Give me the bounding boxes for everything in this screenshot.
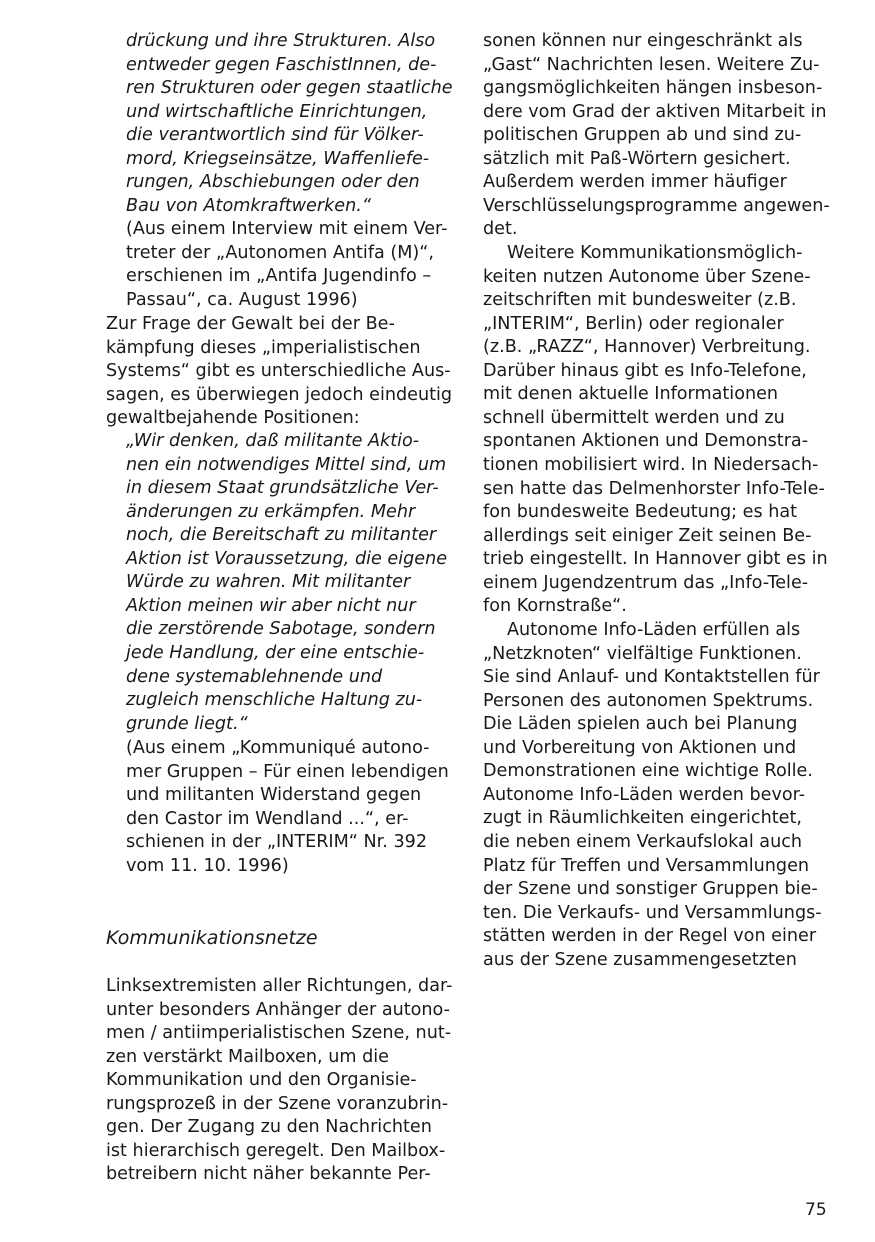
paragraph-line: gewaltbejahende Positionen:: [106, 408, 360, 429]
source-line: (Aus einem Interview mit einem Ver-: [126, 219, 448, 239]
paragraph-line: sätzlich mit Paß-Wörtern gesichert.: [483, 148, 791, 169]
paragraph-line: Systems“ gibt es unterschiedliche Aus-: [106, 361, 451, 382]
paragraph-line: betreibern nicht näher bekannte Per-: [106, 1164, 431, 1185]
quote-line: Würde zu wahren. Mit militanter: [126, 572, 411, 593]
quote-line: nen ein notwendiges Mittel sind, um: [126, 454, 447, 475]
paragraph-line: Personen des autonomen Spektrums.: [483, 690, 814, 711]
source-line: (Aus einem „Kommuniqué autono-: [126, 738, 430, 758]
paragraph-line: und Vorbereitung von Aktionen und: [483, 737, 797, 758]
paragraph-line: Sie sind Anlauf- und Kontaktstellen für: [483, 667, 820, 688]
paragraph-line: zeitschriften mit bundesweiter (z.B.: [483, 290, 797, 311]
paragraph-line: Demonstrationen eine wichtige Rolle.: [483, 761, 813, 782]
paragraph-line: die neben einem Verkaufslokal auch: [483, 831, 803, 852]
source-line: vom 11. 10. 1996): [126, 855, 289, 876]
paragraph-line: dere vom Grad der aktiven Mitarbeit in: [483, 101, 827, 122]
paragraph-line: Darüber hinaus gibt es Info-Telefone,: [483, 360, 807, 381]
quote-line: jede Handlung, der eine entschie-: [126, 642, 425, 663]
paragraph-line: Kommunikation und den Organisie-: [106, 1070, 417, 1091]
paragraph-line: politischen Gruppen ab und sind zu-: [483, 125, 802, 146]
paragraph-line: ist hierarchisch geregelt. Den Mailbox-: [106, 1140, 446, 1161]
paragraph-line: det.: [483, 219, 518, 240]
section-heading: Kommunikationsnetze: [106, 927, 318, 949]
source-line: schienen in der „INTERIM“ Nr. 392: [126, 832, 428, 853]
paragraph-line: Verschlüsselungsprogramme angewen-: [483, 195, 830, 216]
paragraph-line: zen verstärkt Mailboxen, um die: [106, 1046, 389, 1067]
source-line: Passau“, ca. August 1996): [126, 289, 358, 310]
quote-line: grunde liegt.“: [126, 713, 248, 734]
paragraph-line: Die Läden spielen auch bei Planung: [483, 714, 798, 735]
source-line: treter der „Autonomen Antifa (M)“,: [126, 242, 435, 263]
quote-line: die zerstörende Sabotage, sondern: [126, 619, 436, 640]
paragraph-line: sen hatte das Delmenhorster Info-Tele-: [483, 478, 825, 499]
source-line: und militanten Widerstand gegen: [126, 785, 422, 806]
paragraph-line: trieb eingestellt. In Hannover gibt es in: [483, 549, 828, 570]
paragraph-line: „Netzknoten“ vielfältige Funktionen.: [483, 643, 802, 664]
quote-line: mord, Kriegseinsätze, Waffenliefe-: [126, 148, 430, 169]
paragraph-line: (z.B. „RAZZ“, Hannover) Verbreitung.: [483, 337, 811, 358]
paragraph-line: spontanen Aktionen und Demonstra-: [483, 431, 809, 452]
source-line: den Castor im Wendland ...“, er-: [126, 808, 409, 829]
paragraph-line: rungsprozeß in der Szene voranzubrin-: [106, 1093, 449, 1114]
paragraph-line: Autonome Info-Läden werden bevor-: [483, 784, 806, 805]
paragraph-line: Weitere Kommunikationsmöglich-: [507, 243, 803, 263]
paragraph-line: gen. Der Zugang zu den Nachrichten: [106, 1117, 432, 1138]
paragraph-line: kämpfung dieses „imperialistischen: [106, 337, 421, 358]
quote-line: änderungen zu erkämpfen. Mehr: [126, 501, 416, 522]
quote-line: Aktion meinen wir aber nicht nur: [126, 595, 416, 616]
paragraph-line: der Szene und sonstiger Gruppen bie-: [483, 879, 818, 900]
quote-line: und wirtschaftliche Einrichtungen,: [126, 101, 428, 122]
paragraph-line: „INTERIM“, Berlin) oder regionaler: [483, 313, 784, 334]
paragraph-line: tionen mobilisiert wird. In Niedersach-: [483, 454, 819, 475]
quote-line: zugleich menschliche Haltung zu-: [126, 690, 423, 711]
paragraph-line: keiten nutzen Autonome über Szene-: [483, 266, 811, 287]
quote-line: in diesem Staat grundsätzliche Ver-: [126, 478, 439, 499]
paragraph-line: mit denen aktuelle Informationen: [483, 384, 779, 405]
quote-line: entweder gegen FaschistInnen, de-: [126, 54, 437, 75]
paragraph-line: zugt in Räumlichkeiten eingerichtet,: [483, 808, 802, 829]
paragraph-line: ten. Die Verkaufs- und Versammlungs-: [483, 902, 822, 923]
quote-line: ren Strukturen oder gegen staatliche: [126, 78, 453, 99]
quote-line: Bau von Atomkraftwerken.“: [126, 195, 371, 216]
paragraph-line: aus der Szene zusammengesetzten: [483, 949, 797, 970]
paragraph-line: gangsmöglichkeiten hängen insbeson-: [483, 78, 823, 99]
quote-line: dene systemablehnende und: [126, 666, 383, 687]
paragraph-line: schnell übermittelt werden und zu: [483, 407, 785, 428]
paragraph-line: men / antiimperialistischen Szene, nut-: [106, 1023, 452, 1044]
paragraph-line: Linksextremisten aller Richtungen, dar-: [106, 976, 453, 996]
paragraph-line: unter besonders Anhänger der autono-: [106, 999, 450, 1020]
quote-line: rungen, Abschiebungen oder den: [126, 172, 420, 193]
source-line: mer Gruppen – Für einen lebendigen: [126, 761, 449, 782]
quote-line: „Wir denken, daß militante Aktio-: [126, 431, 420, 451]
paragraph-line: Zur Frage der Gewalt bei der Be-: [106, 314, 395, 334]
paragraph-line: fon bundesweite Bedeutung; es hat: [483, 502, 798, 523]
source-line: erschienen im „Antifa Jugendinfo –: [126, 266, 432, 287]
paragraph-line: Platz für Treffen und Versammlungen: [483, 855, 810, 876]
paragraph-line: sagen, es überwiegen jedoch eindeutig: [106, 384, 453, 405]
quote-line: drückung und ihre Strukturen. Also: [126, 31, 436, 51]
paragraph-line: Autonome Info-Läden erfüllen als: [507, 620, 801, 640]
paragraph-line: einem Jugendzentrum das „Info-Tele-: [483, 572, 809, 593]
quote-line: Aktion ist Voraussetzung, die eigene: [126, 548, 448, 569]
paragraph-line: stätten werden in der Regel von einer: [483, 926, 817, 947]
paragraph-line: „Gast“ Nachrichten lesen. Weitere Zu-: [483, 54, 820, 75]
paragraph-line: fon Kornstraße“.: [483, 596, 627, 617]
paragraph-line: Außerdem werden immer häufiger: [483, 172, 787, 193]
quote-line: die verantwortlich sind für Völker-: [126, 125, 424, 146]
paragraph-line: sonen können nur eingeschränkt als: [483, 31, 803, 51]
quote-line: noch, die Bereitschaft zu militanter: [126, 525, 437, 546]
paragraph-line: allerdings seit einiger Zeit seinen Be-: [483, 525, 812, 546]
page-number: 75: [805, 1200, 827, 1220]
